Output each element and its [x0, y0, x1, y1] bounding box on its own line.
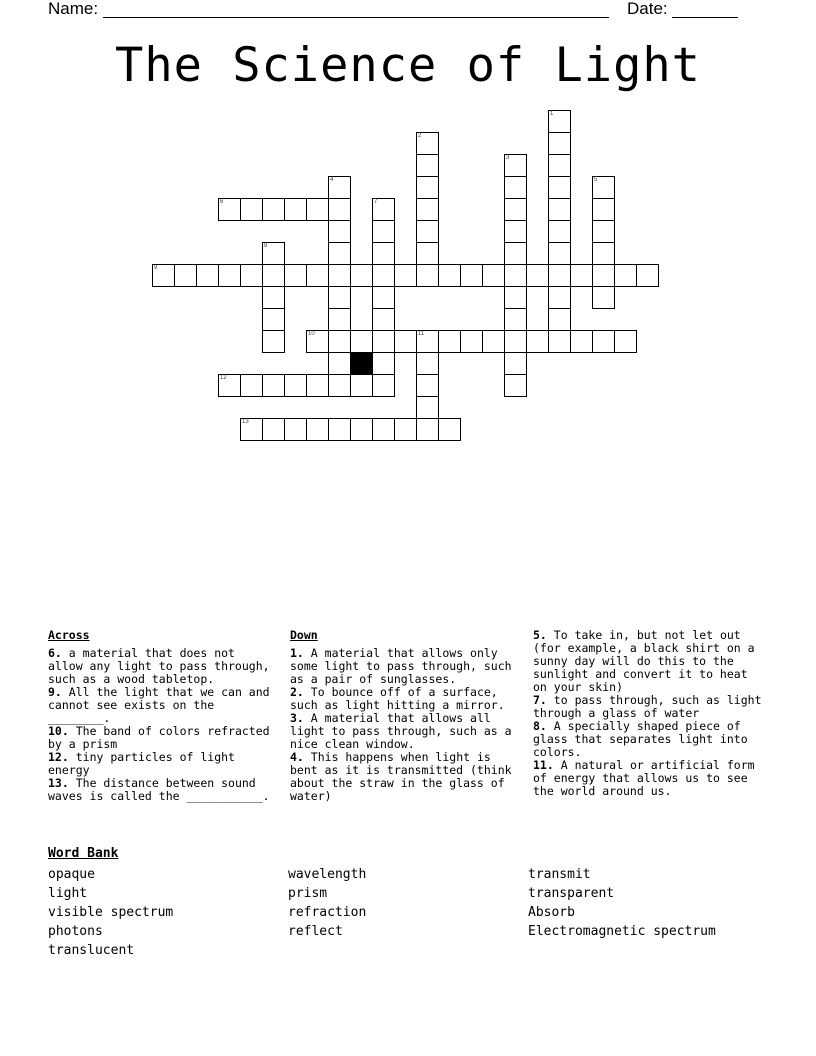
- crossword-cell[interactable]: [614, 264, 637, 287]
- down-list: [290, 647, 520, 803]
- clue-down-1: 1. A material that allows only some light to pass through, such as a pair of sunglasses.: [290, 646, 512, 686]
- crossword-cell[interactable]: [416, 220, 439, 243]
- crossword-cell[interactable]: [306, 330, 329, 353]
- clue-number: 9: [154, 265, 158, 271]
- crossword-cell[interactable]: [240, 374, 263, 397]
- crossword-cell[interactable]: [152, 264, 175, 287]
- crossword-cell[interactable]: [416, 418, 439, 441]
- crossword-cell[interactable]: [372, 198, 395, 221]
- crossword-cell[interactable]: [504, 198, 527, 221]
- clue-number: 2: [418, 133, 422, 139]
- down-clues-continued: [533, 629, 765, 798]
- crossword-cell[interactable]: [350, 264, 373, 287]
- crossword-cell[interactable]: [240, 264, 263, 287]
- word-bank-item: refraction: [288, 905, 367, 920]
- crossword-cell[interactable]: [350, 374, 373, 397]
- crossword-cell[interactable]: [328, 330, 351, 353]
- clue-number: 13: [242, 419, 249, 425]
- date-label: Date:: [627, 0, 668, 18]
- crossword-cell[interactable]: [548, 264, 571, 287]
- crossword-cell[interactable]: [504, 220, 527, 243]
- crossword-cell[interactable]: [504, 352, 527, 375]
- page-title: The Science of Light: [115, 38, 701, 93]
- crossword-cell[interactable]: [438, 264, 461, 287]
- clue-across-12: 12. tiny particles of light energy: [48, 750, 235, 777]
- crossword-cell[interactable]: [592, 264, 615, 287]
- crossword-cell[interactable]: [328, 308, 351, 331]
- crossword-cell[interactable]: [570, 330, 593, 353]
- clue-across-6: 6. a material that does not allow any light to pass through, such as a wood tabletop.: [48, 646, 270, 686]
- crossword-cell[interactable]: [262, 418, 285, 441]
- crossword-cell[interactable]: [372, 418, 395, 441]
- crossword-cell[interactable]: [592, 220, 615, 243]
- word-bank-item: visible spectrum: [48, 905, 174, 920]
- crossword-cell[interactable]: [416, 132, 439, 155]
- crossword-cell[interactable]: [306, 374, 329, 397]
- crossword-cell[interactable]: [548, 132, 571, 155]
- clue-number: 5: [594, 177, 598, 183]
- crossword-cell[interactable]: [548, 220, 571, 243]
- crossword-cell[interactable]: [262, 198, 285, 221]
- crossword-cell[interactable]: [592, 176, 615, 199]
- clue-down-4: 4. This happens when light is bent as it is transmitted (think about the straw in the glass of water): [290, 750, 512, 803]
- crossword-cell[interactable]: [394, 330, 417, 353]
- crossword-cell[interactable]: [548, 286, 571, 309]
- word-bank-title: Word Bank: [48, 846, 119, 861]
- crossword-cell[interactable]: [306, 418, 329, 441]
- crossword-cell[interactable]: [416, 352, 439, 375]
- crossword-cell[interactable]: [328, 198, 351, 221]
- crossword-cell[interactable]: [240, 198, 263, 221]
- clue-number: 6: [220, 199, 224, 205]
- word-bank-item: transparent: [528, 886, 615, 901]
- crossword-grid: [0, 0, 816, 460]
- clue-down-5: 5. To take in, but not let out (for example, a black shirt on a sunny day will do this to the sunlight and convert it to heat on your skin): [533, 628, 755, 694]
- crossword-cell[interactable]: [504, 308, 527, 331]
- word-bank-column-3: [528, 865, 716, 941]
- word-bank-item: translucent: [48, 943, 135, 958]
- crossword-cell[interactable]: [218, 198, 241, 221]
- crossword-cell[interactable]: [504, 242, 527, 265]
- crossword-cell[interactable]: [592, 242, 615, 265]
- crossword-cell[interactable]: [328, 352, 351, 375]
- crossword-cell[interactable]: [328, 242, 351, 265]
- crossword-cell[interactable]: [416, 154, 439, 177]
- crossword-cell[interactable]: [350, 418, 373, 441]
- crossword-cell[interactable]: [526, 264, 549, 287]
- down-clues: [290, 629, 520, 803]
- clue-number: 7: [374, 199, 378, 205]
- crossword-cell[interactable]: [548, 242, 571, 265]
- crossword-cell[interactable]: [306, 198, 329, 221]
- crossword-cell[interactable]: [592, 198, 615, 221]
- down-heading: Down: [290, 628, 318, 642]
- crossword-cell[interactable]: [284, 418, 307, 441]
- crossword-cell[interactable]: [504, 154, 527, 177]
- clue-down-8: 8. A specially shaped piece of glass that separates light into colors.: [533, 719, 748, 759]
- blocked-cell: [350, 352, 373, 375]
- crossword-cell[interactable]: [438, 330, 461, 353]
- crossword-cell[interactable]: [372, 286, 395, 309]
- crossword-cell[interactable]: [262, 374, 285, 397]
- crossword-cell[interactable]: [504, 176, 527, 199]
- name-label: Name:: [48, 0, 99, 18]
- crossword-cell[interactable]: [416, 242, 439, 265]
- crossword-cell[interactable]: [372, 374, 395, 397]
- crossword-cell[interactable]: [284, 374, 307, 397]
- crossword-cell[interactable]: [306, 264, 329, 287]
- crossword-cell[interactable]: [328, 264, 351, 287]
- crossword-cell[interactable]: [328, 220, 351, 243]
- crossword-cell[interactable]: [548, 154, 571, 177]
- crossword-cell[interactable]: [504, 286, 527, 309]
- crossword-cell[interactable]: [372, 330, 395, 353]
- crossword-cell[interactable]: [394, 418, 417, 441]
- crossword-cell[interactable]: [504, 330, 527, 353]
- crossword-cell[interactable]: [504, 264, 527, 287]
- crossword-cell[interactable]: [372, 308, 395, 331]
- crossword-cell[interactable]: [592, 330, 615, 353]
- clue-across-13: 13. The distance between sound waves is called the ___________.: [48, 776, 270, 803]
- crossword-cell[interactable]: [218, 374, 241, 397]
- word-bank-column-2: [288, 865, 366, 941]
- crossword-cell[interactable]: [460, 264, 483, 287]
- crossword-cell[interactable]: [262, 330, 285, 353]
- crossword-cell[interactable]: [394, 264, 417, 287]
- clue-number: 10: [308, 331, 315, 337]
- crossword-cell[interactable]: [372, 352, 395, 375]
- crossword-cell[interactable]: [548, 308, 571, 331]
- crossword-cell[interactable]: [372, 220, 395, 243]
- crossword-cell[interactable]: [262, 242, 285, 265]
- clue-number: 12: [220, 375, 227, 381]
- crossword-cell[interactable]: [614, 330, 637, 353]
- across-clues: [48, 629, 273, 803]
- clue-down-7: 7. to pass through, such as light through a glass of water: [533, 693, 762, 720]
- crossword-cell[interactable]: [416, 176, 439, 199]
- crossword-cell[interactable]: [416, 330, 439, 353]
- crossword-cell[interactable]: [416, 374, 439, 397]
- crossword-cell[interactable]: [196, 264, 219, 287]
- crossword-cell[interactable]: [328, 176, 351, 199]
- word-bank-item: prism: [288, 886, 328, 901]
- crossword-cell[interactable]: [548, 110, 571, 133]
- word-bank-item: photons: [48, 924, 103, 939]
- crossword-cell[interactable]: [416, 198, 439, 221]
- crossword-cell[interactable]: [592, 286, 615, 309]
- word-bank-item: Absorb: [528, 905, 575, 920]
- crossword-cell[interactable]: [262, 286, 285, 309]
- crossword-cell[interactable]: [504, 374, 527, 397]
- crossword-cell[interactable]: [218, 264, 241, 287]
- crossword-cell[interactable]: [372, 264, 395, 287]
- word-bank-column-1: [48, 865, 173, 960]
- crossword-cell[interactable]: [636, 264, 659, 287]
- word-bank-item: wavelength: [288, 867, 367, 882]
- crossword-cell[interactable]: [328, 418, 351, 441]
- crossword-cell[interactable]: [482, 264, 505, 287]
- crossword-cell[interactable]: [416, 396, 439, 419]
- crossword-cell[interactable]: [372, 242, 395, 265]
- crossword-cell[interactable]: [240, 418, 263, 441]
- crossword-cell[interactable]: [460, 330, 483, 353]
- crossword-cell[interactable]: [548, 198, 571, 221]
- clue-down-2: 2. To bounce off of a surface, such as light hitting a mirror.: [290, 685, 505, 712]
- word-bank-item: reflect: [288, 924, 343, 939]
- crossword-cell[interactable]: [284, 264, 307, 287]
- clue-down-3: 3. A material that allows all light to pass through, such as a nice clean window.: [290, 711, 512, 751]
- clue-across-9: 9. All the light that we can and cannot see exists on the ________.: [48, 685, 270, 725]
- crossword-cell[interactable]: [350, 330, 373, 353]
- clue-number: 3: [506, 155, 510, 161]
- crossword-cell[interactable]: [482, 330, 505, 353]
- crossword-cell[interactable]: [328, 286, 351, 309]
- clue-number: 4: [330, 177, 334, 183]
- clue-number: 11: [418, 331, 425, 337]
- word-bank-item: transmit: [528, 867, 591, 882]
- crossword-cell[interactable]: [570, 264, 593, 287]
- crossword-cell[interactable]: [416, 264, 439, 287]
- crossword-cell[interactable]: [262, 308, 285, 331]
- crossword-cell[interactable]: [262, 264, 285, 287]
- word-bank-item: Electromagnetic spectrum: [528, 924, 716, 939]
- across-heading: Across: [48, 628, 90, 642]
- crossword-cell[interactable]: [526, 330, 549, 353]
- crossword-cell[interactable]: [328, 374, 351, 397]
- word-bank-item: light: [48, 886, 88, 901]
- crossword-cell[interactable]: [438, 418, 461, 441]
- crossword-cell[interactable]: [284, 198, 307, 221]
- clue-number: 1: [550, 111, 554, 117]
- clue-number: 8: [264, 243, 268, 249]
- crossword-cell[interactable]: [548, 330, 571, 353]
- across-list: [48, 647, 273, 803]
- crossword-cell[interactable]: [548, 176, 571, 199]
- word-bank-item: opaque: [48, 867, 95, 882]
- clue-down-11: 11. A natural or artificial form of energy that allows us to see the world around us.: [533, 758, 755, 798]
- crossword-cell[interactable]: [174, 264, 197, 287]
- clue-across-10: 10. The band of colors refracted by a prism: [48, 724, 270, 751]
